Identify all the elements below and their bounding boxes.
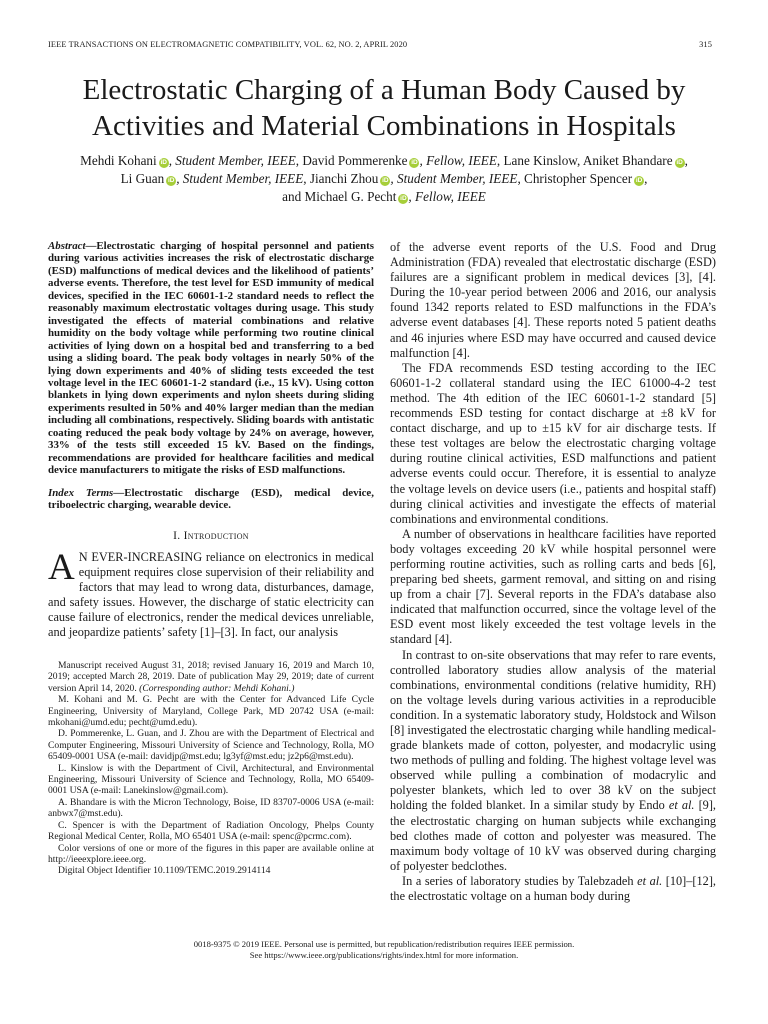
body-paragraph: A number of observations in healthcare facilities have reported body voltages exceeding 20 kV while hospital personnel were performing routine activities, such as rolling carts and beds [6], preparing bed sheets, garment removal, and sitting on and rising up from a chair [7]. Several reports in the FDA’s database also indicated that malfunction occurred, since the voltage level of the ESD event most likely exceeded the test voltage levels in the standard [4]. bbox=[390, 526, 716, 647]
author-name: and Michael G. Pecht bbox=[282, 189, 397, 204]
running-header bbox=[48, 40, 712, 49]
author-membership: , Student Member, IEEE bbox=[176, 171, 304, 186]
title-line-1: Electrostatic Charging of a Human Body Caused by bbox=[82, 74, 686, 106]
corresponding-author: (Corresponding author: Mehdi Kohani.) bbox=[139, 682, 295, 694]
intro-paragraph bbox=[48, 546, 374, 641]
footnote-doi: Digital Object Identifier 10.1109/TEMC.2019.2914114 bbox=[58, 865, 271, 877]
orcid-icon[interactable]: iD bbox=[411, 159, 418, 166]
index-terms bbox=[48, 487, 374, 512]
footnote-affiliation: D. Pommerenke, L. Guan, and J. Zhou are with the Department of Electrical and Computer Engineering, Missouri University of Science and Technology, Rolla, MO 65409-0001 USA (e-mail: davidjp@mst.edu; lg3yf@mst.edu; jz2p6@mst.edu). bbox=[48, 728, 374, 763]
body-paragraph: of the adverse event reports of the U.S. Food and Drug Administration (FDA) revealed that electrostatic discharge (ESD) failures are a significant problem in medical devices [3], [4]. During the 10-year period between 2006 and 2016, our analysis found 1342 reports related to ESD malfunctions in the FDA’s adverse event databases [4]. These reports noted 5 patient deaths and 46 injuries where ESD may have occurred and caused device malfunction [4]. bbox=[390, 240, 716, 360]
author-line-1 bbox=[44, 152, 724, 170]
footnote-color-versions: Color versions of one or more of the figures in this paper are available online at http://ieeexplore.ieee.org. bbox=[48, 842, 374, 865]
body-paragraph: The FDA recommends ESD testing according to the IEC 60601-1-2 collateral standard using the IEC 61000-4-2 test method. The 4th edition of the IEC 60601-1-2 standard [5] recommends ESD testing for contact discharge at ±8 kV for contact discharge, and up to ±15 kV for air discharge tests. If these test voltages are below the electrostatic charging voltage during routine clinical activities, ESD malfunctions and patient adverse events could occur. Therefore, it is essential to analyze the voltage levels on device users (i.e., patients and hospital staff) during clinical activities and investigate the effects of material combinations and environmental conditions. bbox=[390, 360, 716, 526]
author-name: Li Guan bbox=[120, 171, 165, 186]
paper-title bbox=[40, 72, 728, 144]
title-line-2: Activities and Material Combinations in Hospitals bbox=[92, 110, 676, 142]
body-text-span: [9], the electrostatic charging on human subjects while exchanging bed clothes made of cotton and polyester was measured. The maximum body voltage of 10 kV was observed during charging of polyester bedclothes. bbox=[390, 798, 716, 873]
abstract-text: —Electrostatic charging of hospital personnel and patients during various activities increases the risk of electrostatic discharge (ESD) malfunctions of medical devices and the likelihood of patients’ adverse events. Therefore, the test level for ESD immunity of medical devices, specified in the IEC 60601-1-2 standard needs to reflect the reasonably maximum electrostatic voltages during usage. This study investigated the effects of material combinations and relative humidity on the body voltage while performing two routine clinical activities of lying down on a hospital bed and transferring to a bed using a sliding board. The peak body voltages in nearly 50% of the lying down experiments and 40% of sliding tests exceeded the test voltage level in the IEC 60601-1-2 standard (i.e., 15 kV). Using cotton blankets in lying down experiments and nylon sheets during sliding experiments resulted in 50% and 40% larger median than the median including all combinations, respectively. Sliding boards with antistatic coating reduced the peak body voltage by 24% on average, however, 33% of the tests still exceeded 15 kV. Based on the findings, recommendations are provided for healthcare facilities and medical device manufacturers to mitigate the risks of ESD malfunctions. bbox=[48, 240, 374, 477]
rights-link-line: See https://www.ieee.org/publications/rights/index.html for more information. bbox=[249, 950, 519, 960]
comma: , bbox=[684, 153, 688, 168]
author-line-2 bbox=[44, 170, 724, 188]
author-line-3 bbox=[44, 188, 724, 206]
abstract-lead: Abstract bbox=[48, 240, 86, 252]
footnote-affiliation: A. Bhandare is with the Micron Technology, Boise, ID 83707-0006 USA (e-mail: anbwx7@mst.edu). bbox=[48, 796, 374, 820]
footnote-affiliation: M. Kohani and M. G. Pecht are with the Center for Advanced Life Cycle Engineering, University of Maryland, College Park, MD 20742 USA (e-mail: mkohani@umd.edu; pecht@umd.edu). bbox=[48, 694, 374, 729]
footnote-affiliation: L. Kinslow is with the Department of Civil, Architectural, and Environmental Engineering, Missouri University of Science and Technology, Rolla, MO 65409-0001 USA (e-mail: Lanekinslow@gmail.com). bbox=[48, 762, 374, 797]
right-column bbox=[390, 240, 716, 904]
author-membership: , Student Member, IEEE bbox=[168, 153, 296, 168]
author-name: , Jianchi Zhou bbox=[303, 171, 379, 186]
author-list bbox=[44, 152, 724, 206]
author-membership: , Fellow, IEEE bbox=[419, 153, 497, 168]
footnotes bbox=[48, 660, 374, 877]
drop-cap: A bbox=[48, 546, 75, 588]
orcid-icon[interactable]: iD bbox=[400, 195, 407, 202]
author-membership: , Fellow, IEEE bbox=[408, 189, 486, 204]
body-text-span: In a series of laboratory studies by Talebzadeh bbox=[402, 873, 638, 888]
body-text-span: [10]–[12], the electrostatic voltage on a human body during bbox=[390, 873, 716, 904]
section-number: I. bbox=[173, 529, 184, 542]
orcid-icon[interactable]: iD bbox=[167, 177, 175, 184]
section-title: Introduction bbox=[183, 529, 249, 542]
index-terms-lead: Index Terms bbox=[48, 486, 114, 499]
author-name: , Christopher Spencer bbox=[517, 171, 633, 186]
et-al: et al. bbox=[668, 798, 695, 813]
orcid-icon[interactable]: iD bbox=[382, 177, 389, 184]
comma: , bbox=[644, 171, 648, 186]
orcid-icon[interactable]: iD bbox=[676, 159, 683, 166]
orcid-icon[interactable]: iD bbox=[160, 159, 167, 166]
footnote-affiliation: C. Spencer is with the Department of Radiation Oncology, Phelps County Regional Medical Center, Rolla, MO 65401 USA (e-mail: spenc@pcrmc.com). bbox=[48, 819, 374, 843]
left-column bbox=[48, 240, 374, 640]
body-text-span: In contrast to on-site observations that may refer to rare events, controlled laboratory studies allow analysis of the material combinations, environmental conditions (relative humidity, RH) on the voltage levels during various activities in a reproducible condition. In a systematic laboratory study, Holdstock and Wilson [8] investigated the electrostatic charging while handling medical-grade blankets made of cotton, polyester, and modacrylic using two methods of pulling and folding. The highest voltage level was observed while pulling a combination of modacrylic and polyester blankets, which led to over 38 kV on the subject holding the folded blanket. In a similar study by Endo bbox=[390, 647, 716, 813]
et-al: et al. bbox=[637, 873, 663, 888]
copyright-line: 0018-9375 © 2019 IEEE. Personal use is permitted, but republication/redistribution requires IEEE permission. bbox=[193, 939, 575, 949]
orcid-icon[interactable]: iD bbox=[635, 177, 643, 184]
author-name: , David Pommerenke bbox=[295, 153, 408, 168]
section-heading-introduction bbox=[48, 530, 374, 542]
footnote-received-text: Manuscript received August 31, 2018; revised January 16, 2019 and March 10, 2019; accepted March 28, 2019. Date of publication May 29, 2019; date of current version April 14, 2020. bbox=[48, 660, 374, 694]
body-paragraph bbox=[390, 648, 716, 874]
body-paragraph bbox=[390, 874, 716, 904]
copyright-footer bbox=[48, 939, 720, 961]
author-name: Mehdi Kohani bbox=[80, 153, 157, 168]
author-name: , Lane Kinslow, Aniket Bhandare bbox=[496, 153, 673, 168]
author-membership: , Student Member, IEEE bbox=[390, 171, 518, 186]
abstract bbox=[48, 240, 374, 477]
intro-text: N EVER-INCREASING reliance on electronics in medical equipment requires close supervision of their reliability and factors that may lead to wrong data, disturbances, damage, and safety issues. However, the discharge of static electricity can cause failure of electronics, render the medical devices unreliable, and jeopardize patients’ safety [1]–[3]. In fact, our analysis bbox=[48, 549, 374, 639]
index-terms-text: —Electrostatic discharge (ESD), medical device, triboelectric charging, wearable device. bbox=[48, 486, 374, 512]
page-number: 315 bbox=[699, 40, 712, 49]
footnote-received bbox=[48, 660, 374, 694]
journal-name: IEEE TRANSACTIONS ON ELECTROMAGNETIC COMPATIBILITY, VOL. 62, NO. 2, APRIL 2020 bbox=[48, 40, 408, 49]
